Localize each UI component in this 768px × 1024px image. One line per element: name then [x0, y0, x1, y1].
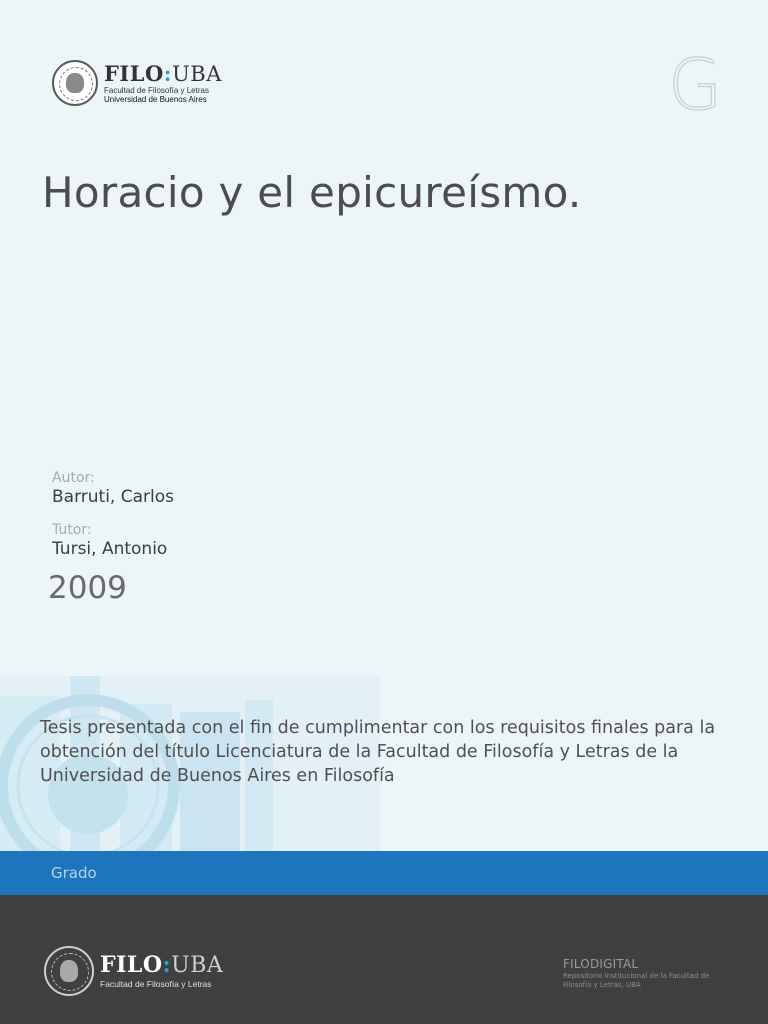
filo-uba-logo-footer — [44, 946, 223, 996]
grade-letter: G — [668, 44, 723, 126]
document-title: Horacio y el epicureísmo. — [42, 168, 582, 217]
grade-label: Grado — [51, 864, 97, 882]
logo-brand: FILO:UBA — [104, 60, 222, 86]
grade-band — [0, 851, 768, 895]
tutor-name: Tursi, Antonio — [52, 539, 168, 559]
publication-year: 2009 — [48, 570, 127, 606]
filodigital-subtitle: Repositorio Institucional de la Facultad de Filosofía y Letras, UBA — [563, 972, 710, 989]
logo-faculty: Facultad de Filosofía y Letras — [104, 85, 209, 95]
logo-university: Universidad de Buenos Aires — [104, 94, 207, 104]
thesis-description: Tesis presentada con el fin de cumplimentar con los requisitos finales para la obtención del título Licenciatura de la Facultad de Filosofía y Letras de la Universidad de Buenos Aires en Filosofía — [40, 718, 716, 786]
filo-uba-logo-header — [52, 60, 222, 106]
university-seal-icon — [52, 60, 98, 106]
tutor-label: Tutor: — [52, 522, 92, 538]
footer-logo-brand: FILO:UBA — [100, 951, 224, 978]
footer-logo-faculty: Facultad de Filosofía y Letras — [100, 978, 212, 989]
university-seal-icon — [44, 946, 94, 996]
filodigital-title: FILODIGITAL — [563, 957, 639, 971]
author-label: Autor: — [52, 470, 95, 486]
filodigital-logo — [563, 958, 713, 990]
author-name: Barruti, Carlos — [52, 487, 174, 507]
